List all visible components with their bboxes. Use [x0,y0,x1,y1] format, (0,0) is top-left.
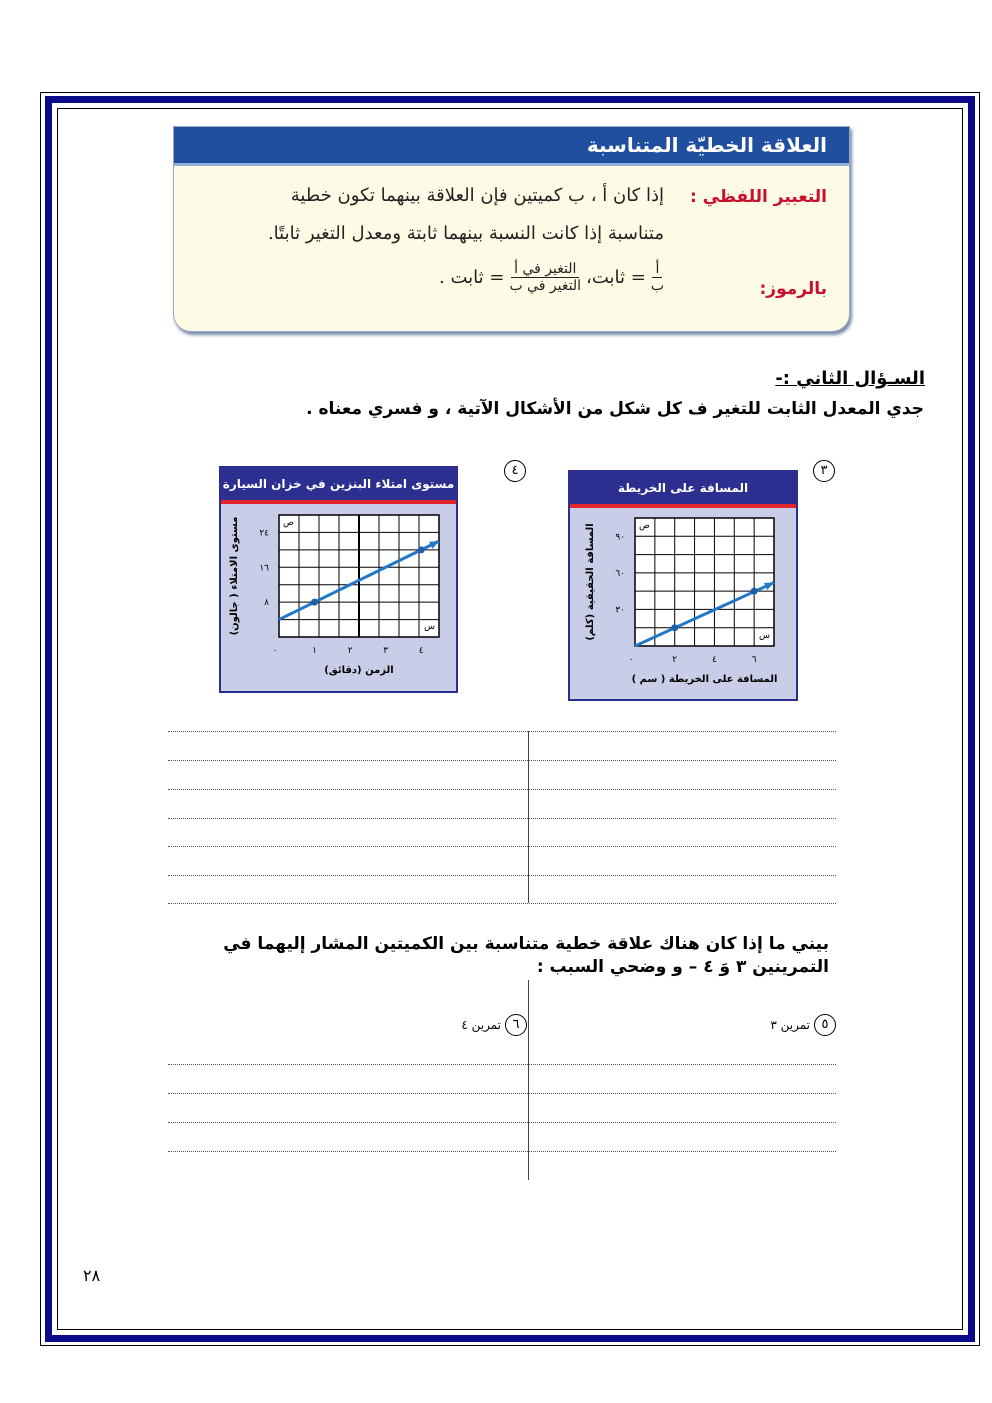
y-axis-symbol: ص [283,518,294,528]
verbal-line-2: متناسبة إذا كانت النسبة بينهما ثابتة ومعدل التغير ثابتًا. [267,223,664,244]
y-tick-label: ١٦ [259,563,269,574]
symbols-formula [439,261,664,294]
exercise-number-6: ٦ [505,1014,527,1036]
x-tick-label: ١ [312,646,317,656]
exercise-6-text: تمرين ٤ [461,1018,501,1032]
equals-constant: = ثابت، [586,267,646,288]
x-tick-label: ٢ [672,655,678,665]
answer-line [168,760,836,761]
equals-constant-2: = ثابت . [439,267,505,288]
answer-line [168,1093,836,1094]
page-number: ٢٨ [83,1266,101,1285]
card-title: العلاقة الخطيّة المتناسبة [174,127,849,166]
y-axis-symbol: ص [639,521,650,531]
exercise-number-4: ٤ [504,460,526,482]
column-divider [528,731,529,903]
data-point [751,588,758,595]
exercise-5-label [770,1014,836,1036]
plot-area [635,518,774,646]
answer-line [168,731,836,732]
answer-line [168,1122,836,1123]
data-point [418,546,425,553]
chart-fuel-level [219,466,458,693]
x-tick-label: ٢ [347,646,353,656]
fraction-change [509,261,581,294]
y-tick-label: ٢٤ [259,528,269,539]
verbal-label: التعبير اللفظي : [690,187,827,207]
exercise-number-5: ٥ [814,1014,836,1036]
answer-line [168,818,836,819]
question-text: جدي المعدل الثابت للتغير ف كل شكل من الأشكال الآتية ، و فسري معناه . [306,399,924,419]
x-axis-symbol: س [424,622,435,632]
x-tick-label: ٦ [751,655,757,665]
answer-line [168,903,836,904]
question2-line-2: التمرينين ٣ وَ ٤ – و وضحي السبب : [536,957,829,977]
data-point [671,624,678,631]
verbal-line-1: إذا كان أ ، ب كميتين فإن العلاقة بينهما تكون خطية [290,185,664,206]
answer-line [168,1064,836,1065]
answer-line [168,875,836,876]
y-axis-label: مستوى الامتلاء ( جالون) [229,516,240,636]
chart-map-distance [568,470,798,701]
frac-den: التغير في ب [509,278,582,294]
exercise-5-text: تمرين ٣ [770,1018,810,1032]
x-tick-label: ٣ [383,646,389,656]
y-axis-label: المسافة الحقيقية (كلم) [585,523,596,641]
x-axis-symbol: س [759,631,770,641]
frac-num: التغير في أ [511,261,579,278]
x-tick-label: ٠ [272,646,278,656]
y-tick-label: ٨ [264,598,269,609]
x-tick-label: ٤ [712,655,717,665]
answer-line [168,789,836,790]
definition-card [173,126,850,332]
symbols-label: بالرموز: [759,279,827,299]
chart-title: المسافة على الخريطة [570,472,796,508]
chart-title: مستوى امتلاء البنزين في خزان السيارة [221,468,456,504]
x-tick-label: ٠ [628,655,634,665]
answer-line [168,846,836,847]
y-tick-label: ٣٠ [615,605,625,616]
question-title: السـؤال الثاني :- [775,368,925,389]
fraction-a-over-b [651,261,664,294]
y-tick-label: ٩٠ [615,532,625,543]
exercise-number-3: ٣ [813,460,835,482]
exercise-6-label [461,1014,527,1036]
x-axis-label: المسافة على الخريطة ( سم ) [631,674,778,685]
answer-line [168,1151,836,1152]
x-tick-label: ٤ [418,646,424,656]
frac-num: أ [652,261,662,278]
x-axis-label: الزمن (دقائق) [324,665,394,676]
y-tick-label: ٦٠ [615,568,625,579]
column-divider [528,980,529,1180]
question2-line-1: بيني ما إذا كان هناك علاقة خطية متناسبة بين الكميتين المشار إليهما في [223,934,829,954]
data-point [311,599,318,606]
frac-den: ب [650,278,664,294]
